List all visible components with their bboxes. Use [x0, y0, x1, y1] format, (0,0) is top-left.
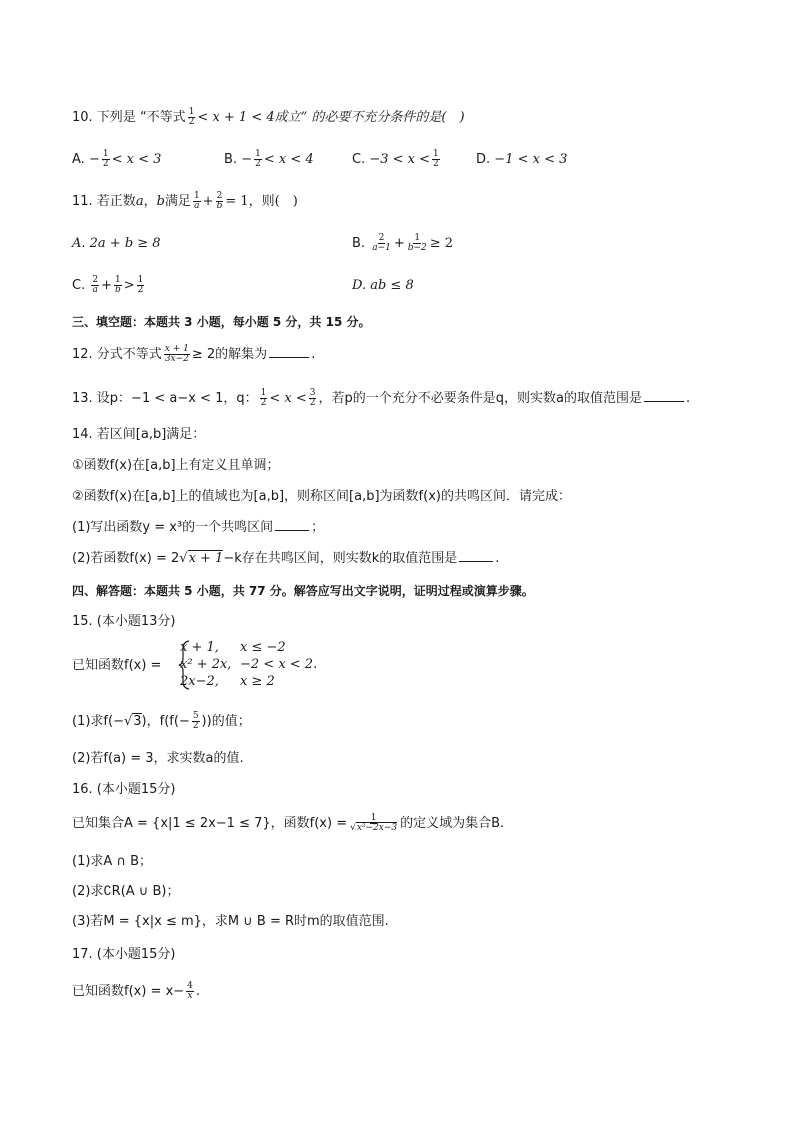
- q11-option-d: D. ab ≤ 8: [352, 278, 414, 293]
- question-16-stem: 已知集合A = {x|1 ≤ 2x−1 ≤ 7}，函数f(x) = $\frac{1}{\text{√x²−2x−3}}$ 的定义域为集合B.: [72, 813, 505, 833]
- question-15-part-1: (1)求f(−√3)，f(f(− $\frac{5}{2}$ ))的值；: [72, 711, 251, 731]
- q10-option-c: C. −3 < x < $\frac{1}{2}$: [352, 149, 439, 169]
- answer-blank: [459, 549, 493, 562]
- q10-option-a: A. − $\frac{1}{2}$ < x < 3: [72, 149, 162, 169]
- question-14-stem: 14. 若区间[a,b]满足：: [72, 427, 206, 442]
- q10-option-b: B. − $\frac{1}{2}$ < x < 4: [224, 149, 314, 169]
- section-3-heading: 三、填空题：本题共 3 小题，每小题 5 分，共 15 分。: [72, 315, 371, 329]
- sqrt-symbol: √: [123, 714, 133, 729]
- question-16-heading: 16. (本小题15分): [72, 782, 176, 797]
- question-17-stem: 已知函数f(x) = x− $\frac{4}{x}$ .: [72, 981, 201, 1001]
- question-16-part-1: (1)求A ∩ B；: [72, 854, 153, 869]
- question-17-heading: 17. (本小题15分): [72, 947, 176, 962]
- question-10-stem: 10. 下列是 “不等式 $\frac{1}{2}$ < x + 1 < 4成立” 的必要不充分条件的是( ): [72, 107, 465, 127]
- sqrt-symbol: √: [350, 823, 356, 833]
- question-15-function-label: 已知函数f(x) =: [72, 658, 162, 673]
- section-4-heading: 四、解答题：本题共 5 小题，共 77 分。解答应写出文字说明，证明过程或演算步骤。: [72, 584, 534, 598]
- q11-option-a: A. 2a + b ≥ 8: [72, 236, 161, 251]
- q11-option-b: B. $\frac{2}{a-1}$ + $\frac{1}{b-2}$ ≥ 2: [352, 233, 454, 253]
- question-16-part-2: (2)求∁R(A ∪ B)；: [72, 884, 180, 899]
- question-14-condition-1: ①函数f(x)在[a,b]上有定义且单调；: [72, 458, 280, 473]
- question-14-part-1: (1)写出函数y = x³的一个共鸣区间 ；: [72, 520, 325, 535]
- sqrt-symbol: √: [179, 551, 188, 566]
- question-14-part-2: (2)若函数f(x) = 2√x + 1−k存在共鸣区间，则实数k的取值范围是 .: [72, 551, 500, 566]
- q10-option-d: D. −1 < x < 3: [476, 152, 568, 167]
- piecewise-case-2: x² + 2x,: [180, 657, 232, 672]
- answer-blank: [275, 518, 309, 531]
- question-12: 12. 分式不等式 $\frac{x + 1}{3x-2}$ ≥ 2的解集为 .: [72, 344, 316, 364]
- question-14-condition-2: ②函数f(x)在[a,b]上的值域也为[a,b]，则称区间[a,b]为函数f(x)的共鸣区间．请完成：: [72, 489, 571, 504]
- piecewise-cond-2: −2 < x < 2.: [240, 657, 318, 672]
- piecewise-cond-3: x ≥ 2: [240, 674, 275, 689]
- question-15-part-2: (2)若f(a) = 3，求实数a的值.: [72, 751, 244, 766]
- piecewise-case-1: x + 1,: [180, 640, 219, 655]
- piecewise-case-3: 2x−2,: [180, 674, 219, 689]
- answer-blank: [269, 345, 309, 358]
- question-16-part-3: (3)若M = {x|x ≤ m}，求M ∪ B = R时m的取值范围.: [72, 914, 389, 929]
- q11-option-c: C. $\frac{2}{a}$ + $\frac{1}{b}$ > $\frac{1}{2}$: [72, 275, 144, 295]
- question-13: 13. 设p：−1 < a−x < 1，q： $\frac{1}{2}$ < x < $\frac{3}{2}$ ，若p的一个充分不必要条件是q，则实数a的取值范围是 .: [72, 388, 691, 408]
- question-15-heading: 15. (本小题13分): [72, 614, 176, 629]
- piecewise-cond-1: x ≤ −2: [240, 640, 286, 655]
- question-11-stem: 11. 若正数a，b满足 $\frac{1}{a}$ + $\frac{2}{b}$ = 1，则( ): [72, 191, 298, 211]
- answer-blank: [644, 389, 684, 402]
